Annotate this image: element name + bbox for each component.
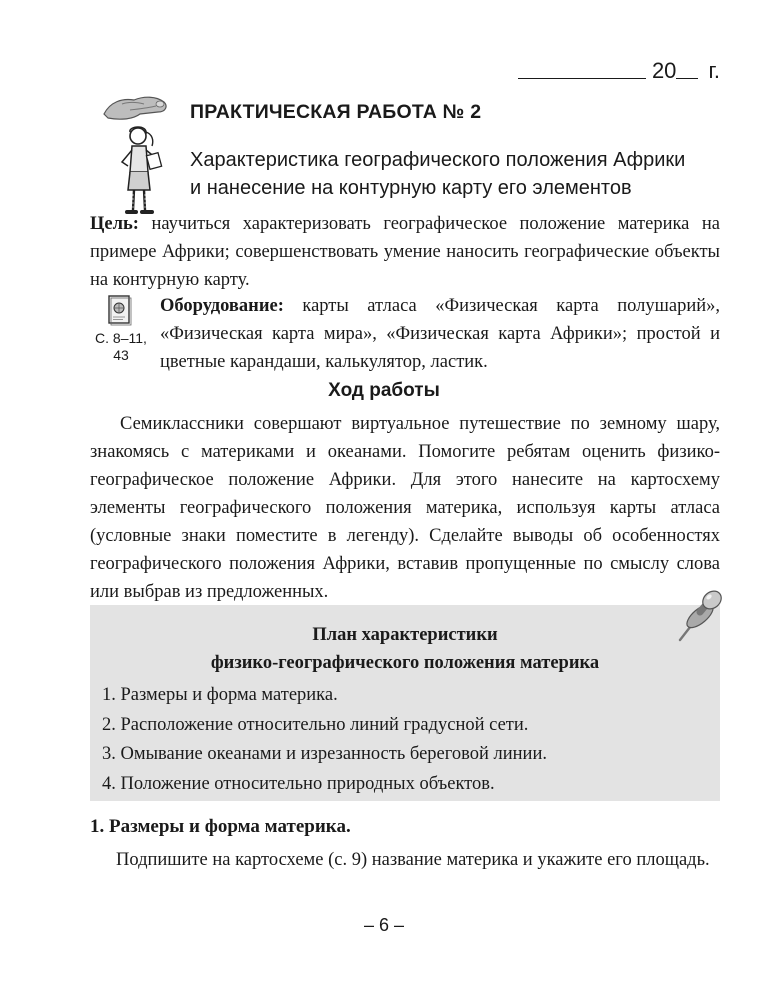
hand-icon [100, 92, 170, 124]
plan-item: 3. Омывание океанами и изрезанность береговой линии. [102, 744, 547, 764]
atlas-page-reference [93, 330, 149, 364]
section-1-heading: 1. Размеры и форма материка. [90, 816, 351, 837]
section-1-text: Подпишите на картосхеме (с. 9) название материка и укажите его площадь. [116, 850, 710, 870]
equipment-text: карты атласа «Физическая карта полушарий», «Физическая карта мира», «Физическая карта Африки»; простой и цветные карандаши, калькулятор, ластик. [160, 296, 721, 372]
procedure-text: Семиклассники совершают виртуальное путешествие по земному шару, знакомясь с материками и океанами. Помогите ребятам оценить физико-географическое положение Африки. Для этого нанесите на картосхему элементы географического положения материка, используя карты атласа (условные знаки поместите в легенду). Сделайте выводы об особенностях географического положения Африки, вставив пропущенные по смыслу слова или выбрав из предложенных. [90, 414, 720, 602]
atlas-ref-line: С. 8–11, [95, 330, 147, 346]
year-prefix: 20 [651, 58, 677, 83]
atlas-ref-line: 43 [113, 347, 129, 363]
subtitle-line: и нанесение на контурную карту его элементов [190, 177, 632, 199]
plan-title-line: План характеристики [312, 625, 498, 645]
plan-list [102, 681, 702, 799]
plan-title [90, 621, 720, 677]
plan-item: 1. Размеры и форма материка. [102, 685, 338, 705]
page-title: ПРАКТИЧЕСКАЯ РАБОТА № 2 [190, 101, 482, 123]
goal-label: Цель: [90, 214, 139, 234]
subtitle-line: Характеристика географического положения Африки [190, 149, 686, 171]
goal-paragraph [90, 210, 720, 294]
student-icon [112, 124, 170, 222]
plan-title-line: физико-географического положения материка [210, 653, 600, 673]
plan-item: 4. Положение относительно природных объектов. [102, 773, 495, 794]
date-line [518, 58, 720, 84]
date-blank-field[interactable] [518, 60, 646, 79]
equipment-label: Оборудование: [160, 296, 284, 316]
goal-text: научиться характеризовать географическое положение материка на примере Африки; совершенствовать умение наносить географические объекты на контурную карту. [90, 214, 721, 290]
plan-box [90, 605, 720, 801]
procedure-heading: Ход работы [328, 380, 440, 401]
page-number: – 6 – [363, 915, 405, 935]
equipment-paragraph [160, 292, 720, 376]
procedure-paragraph [90, 410, 720, 606]
year-suffix: г. [708, 58, 720, 83]
year-blank-field[interactable] [676, 60, 698, 79]
atlas-book-icon [107, 294, 133, 326]
plan-item: 2. Расположение относительно линий градусной сети. [102, 714, 529, 735]
page-subtitle [190, 146, 685, 202]
pushpin-icon [666, 588, 726, 644]
